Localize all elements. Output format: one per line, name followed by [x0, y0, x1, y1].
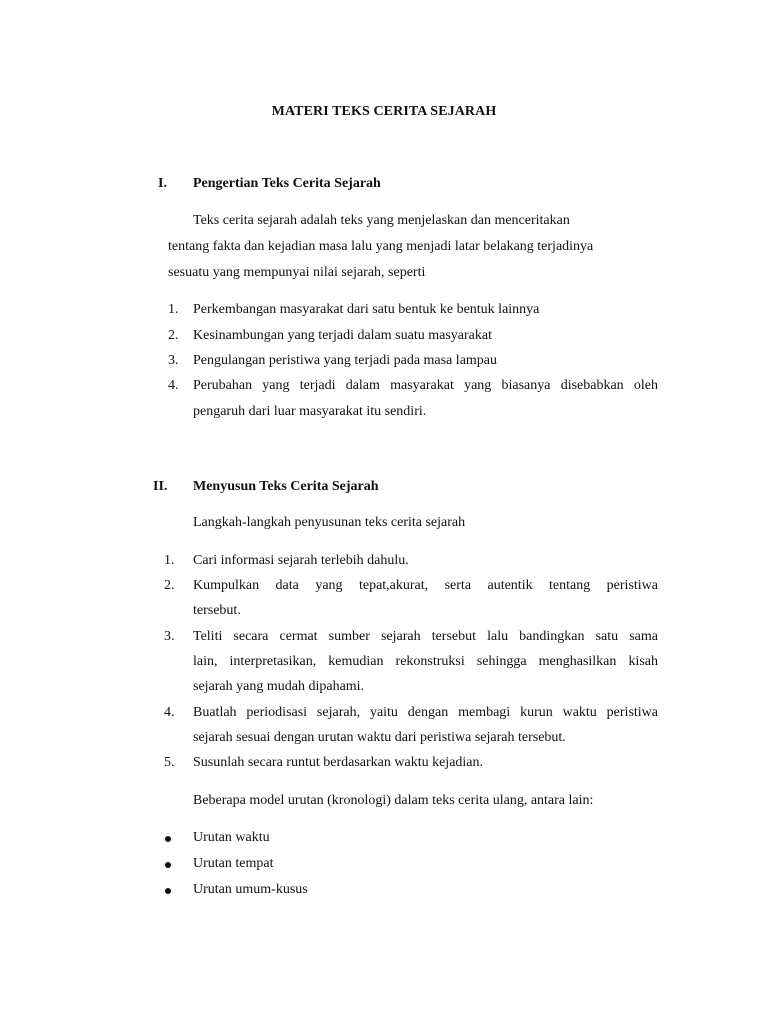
section-1-numeral: I.	[158, 176, 167, 191]
bullet-dot-icon	[165, 862, 171, 868]
section-1-paragraph-line-2: tentang fakta dan kejadian masa lalu yang menjadi latar belakang terjadinya	[168, 239, 594, 254]
bullet-dot-icon	[165, 888, 171, 894]
bullet-dot-icon	[165, 836, 171, 842]
section-1-item-number: 3.	[168, 353, 179, 368]
section-2-model-intro: Beberapa model urutan (kronologi) dalam teks cerita ulang, antara lain:	[193, 793, 594, 808]
section-1-item-text: Pengulangan peristiwa yang terjadi pada masa lampau	[193, 353, 498, 368]
section-1-paragraph-line-1: Teks cerita sejarah adalah teks yang menjelaskan dan menceritakan	[193, 213, 570, 228]
section-2-item-number: 3.	[164, 629, 175, 644]
section-1-heading: Pengertian Teks Cerita Sejarah	[193, 176, 381, 191]
page-title: MATERI TEKS CERITA SEJARAH	[271, 104, 497, 119]
section-2-item-text-continued: tersebut.	[193, 603, 241, 618]
section-1-item-number: 4.	[168, 378, 179, 393]
bullet-item-text: Urutan tempat	[193, 856, 274, 871]
section-1-item-text: Perkembangan masyarakat dari satu bentuk ke bentuk lainnya	[193, 302, 540, 317]
section-2-item-text-continued: sejarah sesuai dengan urutan waktu dari peristiwa sejarah tersebut.	[193, 730, 566, 745]
section-2-item-number: 2.	[164, 578, 175, 593]
bullet-item-text: Urutan waktu	[193, 830, 270, 845]
section-2-item-text: Buatlah periodisasi sejarah, yaitu dengan membagi kurun waktu peristiwa	[193, 705, 658, 720]
section-1-item-text-continued: pengaruh dari luar masyarakat itu sendiri.	[193, 404, 427, 419]
section-2-item-text-continued: sejarah yang mudah dipahami.	[193, 679, 365, 694]
section-2-item-text-continued: lain, interpretasikan, kemudian rekonstruksi sehingga menghasilkan kisah	[193, 654, 658, 669]
section-1-item-number: 2.	[168, 328, 179, 343]
section-2-intro: Langkah-langkah penyusunan teks cerita sejarah	[193, 515, 466, 530]
section-2-item-number: 5.	[164, 755, 175, 770]
section-1-item-text: Perubahan yang terjadi dalam masyarakat yang biasanya disebabkan oleh	[193, 378, 658, 393]
section-2-item-text: Teliti secara cermat sumber sejarah tersebut lalu bandingkan satu sama	[193, 629, 658, 644]
section-1-item-text: Kesinambungan yang terjadi dalam suatu masyarakat	[193, 328, 492, 343]
section-1-paragraph-line-3: sesuatu yang mempunyai nilai sejarah, seperti	[168, 265, 426, 280]
section-2-item-number: 1.	[164, 553, 175, 568]
section-2-item-text: Susunlah secara runtut berdasarkan waktu kejadian.	[193, 755, 484, 770]
bullet-item-text: Urutan umum-kusus	[193, 882, 308, 897]
section-2-item-text: Cari informasi sejarah terlebih dahulu.	[193, 553, 409, 568]
section-1-item-number: 1.	[168, 302, 179, 317]
section-2-item-number: 4.	[164, 705, 175, 720]
section-2-heading: Menyusun Teks Cerita Sejarah	[193, 479, 379, 494]
section-2-numeral: II.	[153, 479, 168, 494]
section-2-item-text: Kumpulkan data yang tepat,akurat, serta autentik tentang peristiwa	[193, 578, 658, 593]
